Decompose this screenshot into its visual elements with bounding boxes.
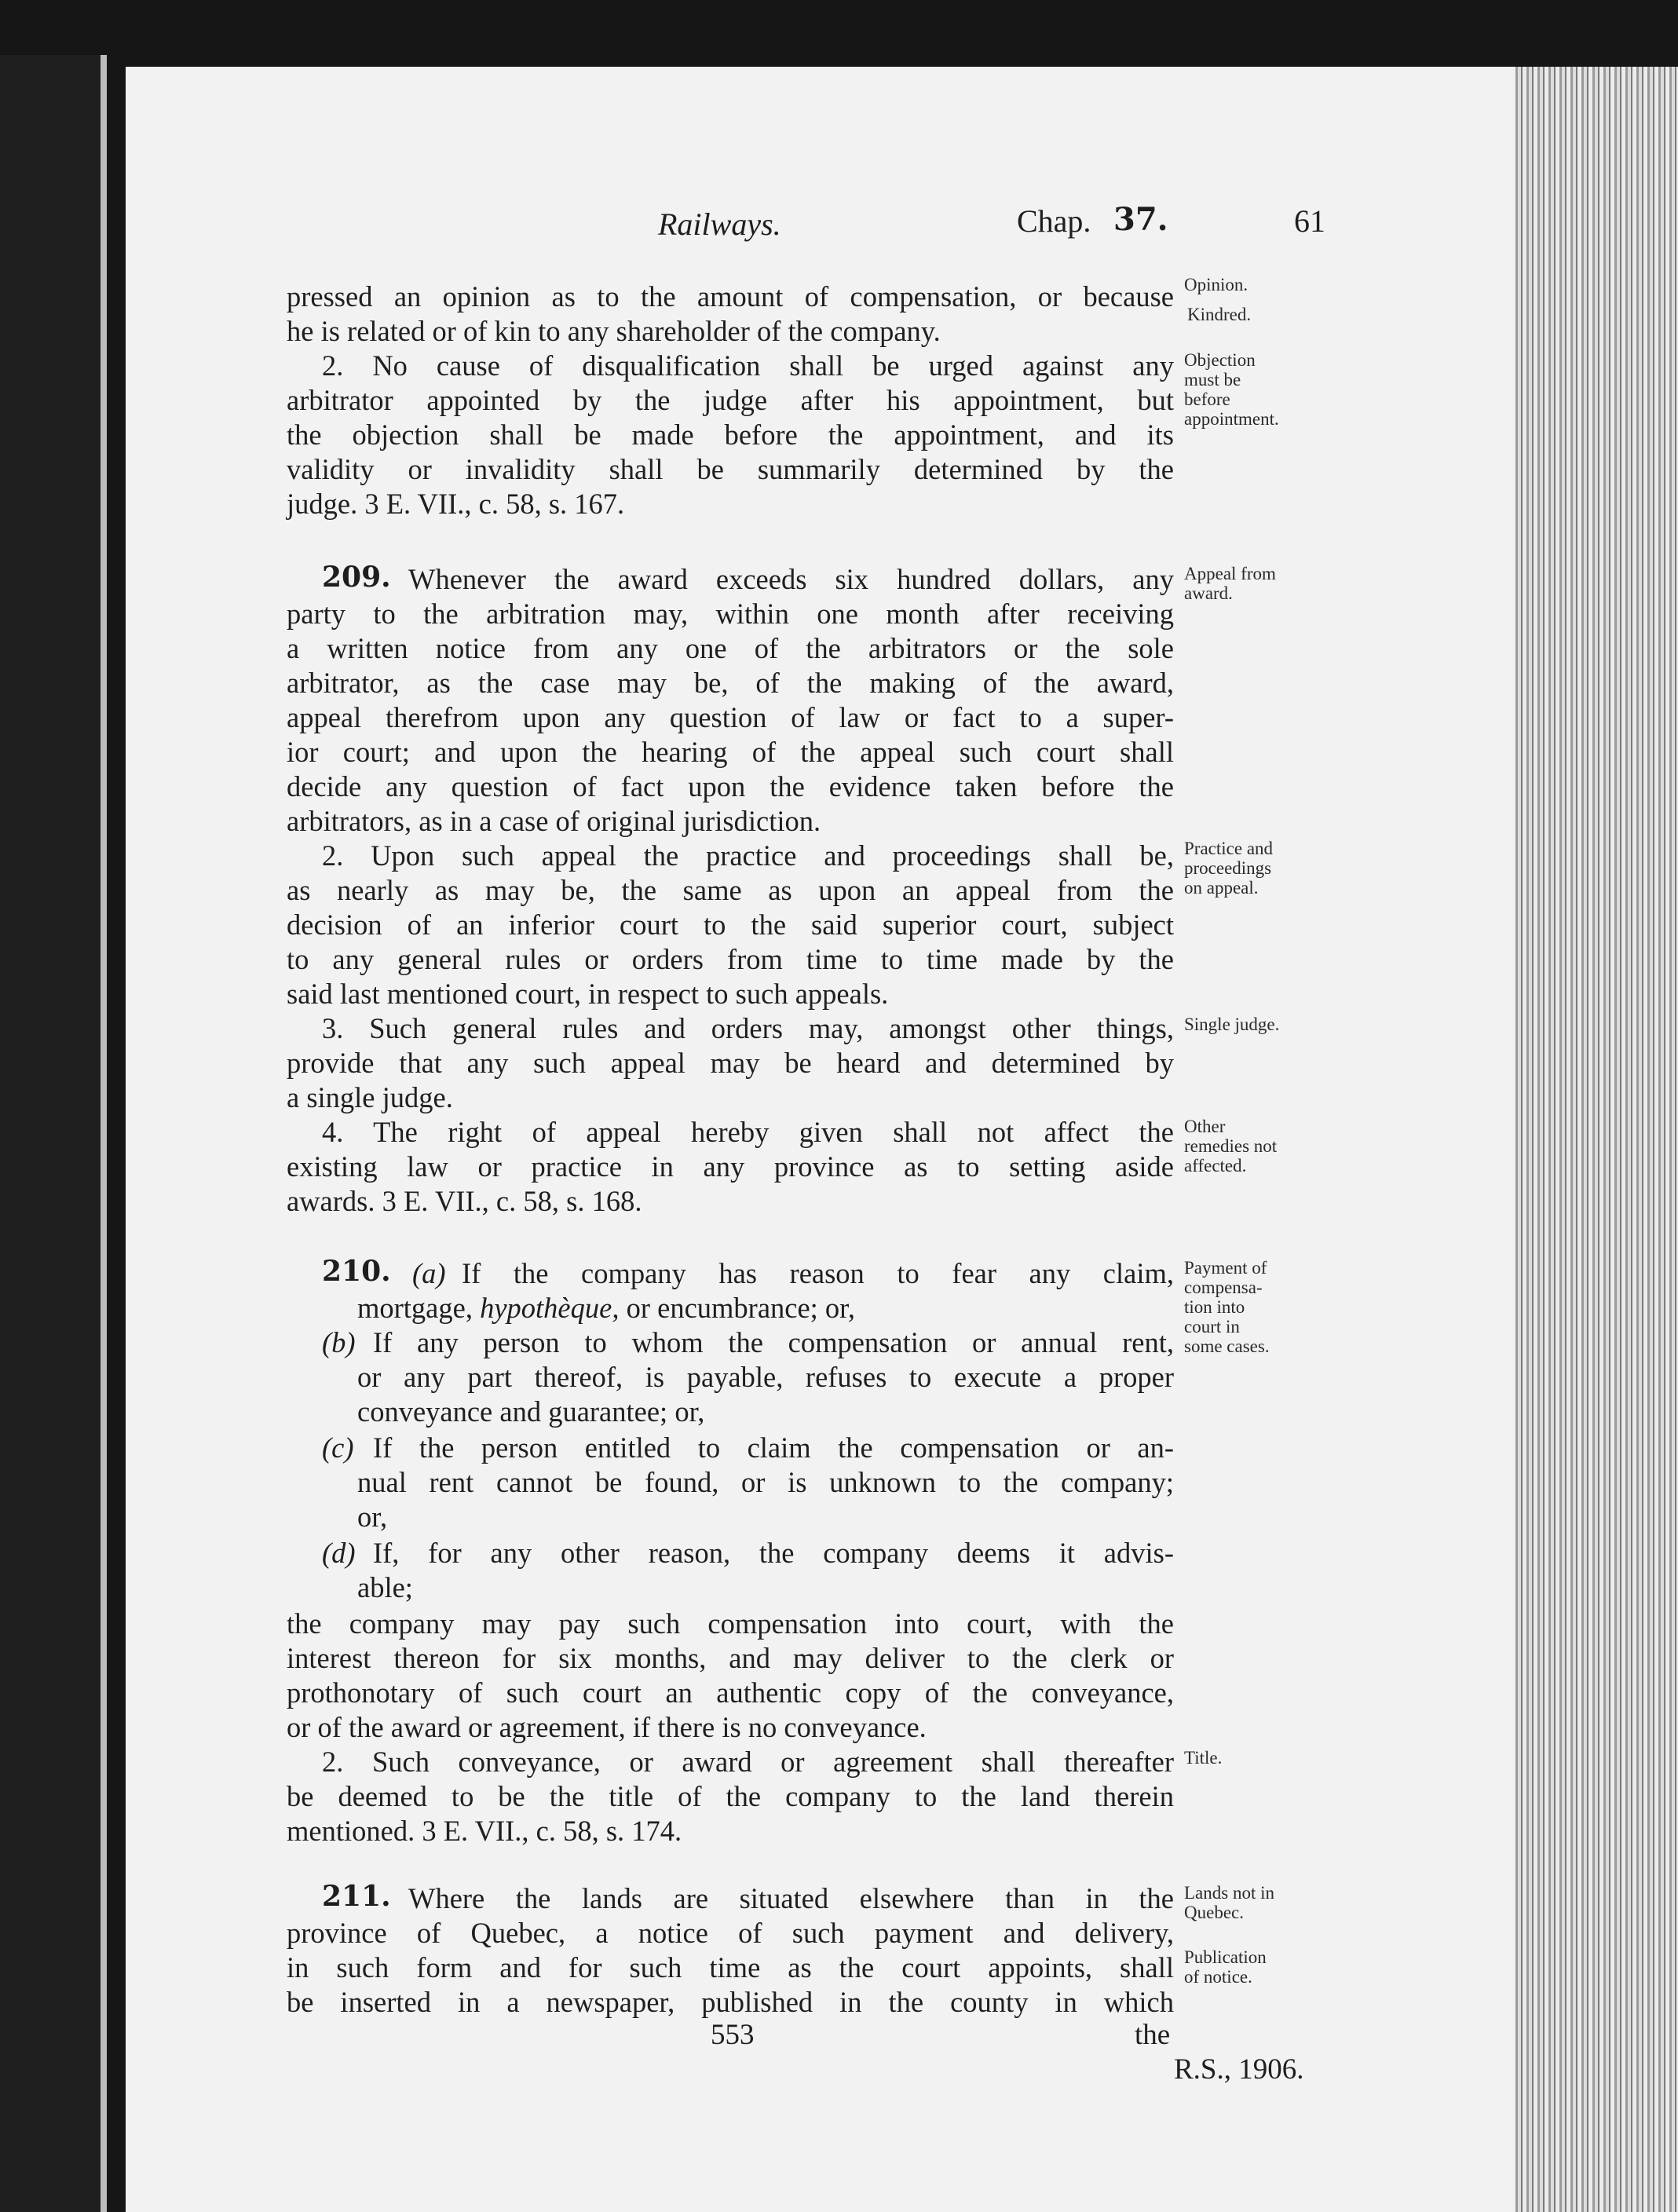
text-line: If the company has reason to fear any claim, — [462, 1257, 1174, 1289]
text-line: ior court; and upon the hearing of the appeal such court shall — [287, 736, 1174, 768]
text-line: awards. 3 E. VII., c. 58, s. 168. — [287, 1185, 642, 1217]
text-line: interest thereon for six months, and may deliver to the clerk or — [287, 1642, 1174, 1674]
page-stack-edge — [1515, 67, 1678, 2212]
text-line: or, — [357, 1501, 388, 1533]
margin-note: Title. — [1184, 1748, 1223, 1768]
edition-note: R.S., 1906. — [1174, 2053, 1304, 2086]
margin-note: Practice and proceedings on appeal. — [1184, 839, 1274, 898]
text-line: mortgage, hypothèque, or encumbrance; or, — [357, 1292, 856, 1324]
footer-page-number: 553 — [711, 2019, 755, 2051]
left-page-shadow — [0, 55, 106, 2212]
text-line: the company may pay such compensation into court, with the — [287, 1607, 1174, 1640]
margin-note: Lands not in Quebec. — [1184, 1883, 1274, 1922]
clause-label: (d) — [322, 1537, 356, 1569]
text-line: Whenever the award exceeds six hundred dollars, any — [408, 563, 1174, 595]
margin-note: Payment of compensa- tion into court in some cases. — [1184, 1258, 1270, 1356]
margin-note: Opinion. — [1184, 275, 1248, 294]
catchword: the — [1135, 2019, 1171, 2051]
text-line: as nearly as may be, the same as upon an appeal from the — [287, 874, 1174, 906]
text-line: said last mentioned court, in respect to such appeals. — [287, 978, 889, 1010]
text-line: arbitrator, as the case may be, of the making of the award, — [287, 667, 1174, 699]
text-line: arbitrators, as in a case of original jurisdiction. — [287, 805, 821, 837]
text-line: If, for any other reason, the company deems it advis- — [373, 1537, 1174, 1569]
text-line: appeal therefrom upon any question of law or fact to a super- — [287, 701, 1174, 733]
margin-note: Objection must be before appointment. — [1184, 350, 1279, 429]
text-line: be inserted in a newspaper, published in the county in which — [287, 1986, 1174, 2018]
text-line: judge. 3 E. VII., c. 58, s. 167. — [287, 488, 625, 520]
text-line: decide any question of fact upon the evidence taken before the — [287, 770, 1174, 803]
text-line: party to the arbitration may, within one month after receiving — [287, 598, 1174, 630]
left-page-edge — [101, 55, 107, 2212]
text-line: pressed an opinion as to the amount of compensation, or because — [287, 280, 1174, 313]
text-line: nual rent cannot be found, or is unknown to the company; — [357, 1466, 1174, 1498]
text-line: the objection shall be made before the appointment, and its — [287, 419, 1174, 451]
margin-note: Other remedies not affected. — [1184, 1117, 1278, 1175]
text-line: Where the lands are situated elsewhere than in the — [408, 1882, 1174, 1914]
margin-note: Single judge. — [1184, 1015, 1280, 1034]
text-line: validity or invalidity shall be summarily determined by the — [287, 453, 1174, 485]
text-line: in such form and for such time as the court appoints, shall — [287, 1951, 1174, 1983]
text-line: conveyance and guarantee; or, — [357, 1395, 705, 1428]
text-line: he is related or of kin to any shareholder of the company. — [287, 315, 941, 347]
margin-note: Publication of notice. — [1184, 1947, 1267, 1987]
margin-note: Kindred. — [1187, 305, 1252, 324]
text-line: existing law or practice in any province as to setting aside — [287, 1150, 1174, 1183]
text-line: a written notice from any one of the arbitrators or the sole — [287, 632, 1174, 664]
text-line: be deemed to be the title of the company to the land therein — [287, 1780, 1174, 1812]
text-line: or any part thereof, is payable, refuses to execute a proper — [357, 1361, 1174, 1393]
chapter-label: Chap. — [1017, 203, 1091, 239]
clause-label: (a) — [412, 1257, 446, 1289]
text-line: 2. No cause of disqualification shall be urged against any — [322, 349, 1174, 382]
section-number: 211. — [322, 1880, 391, 1913]
page-number: 61 — [1294, 203, 1325, 239]
running-title: Railways. — [658, 207, 781, 242]
text-line: 2. Such conveyance, or award or agreement shall thereafter — [322, 1746, 1174, 1778]
text-line: able; — [357, 1571, 413, 1603]
text-line: or of the award or agreement, if there is no conveyance. — [287, 1711, 927, 1743]
margin-note: Appeal from award. — [1184, 564, 1276, 603]
text-line: If the person entitled to claim the compensation or an- — [373, 1431, 1174, 1464]
clause-label: (b) — [322, 1326, 356, 1358]
text-line: decision of an inferior court to the said superior court, subject — [287, 909, 1174, 941]
text-line: 3. Such general rules and orders may, amongst other things, — [322, 1012, 1174, 1044]
chapter-number: 37. — [1113, 201, 1168, 238]
text-line: If any person to whom the compensation or annual rent, — [373, 1326, 1174, 1358]
text-line: a single judge. — [287, 1081, 453, 1113]
text-line: 2. Upon such appeal the practice and proceedings shall be, — [322, 839, 1174, 872]
clause-label: (c) — [322, 1431, 354, 1464]
text-line: province of Quebec, a notice of such payment and delivery, — [287, 1917, 1174, 1949]
text-line: mentioned. 3 E. VII., c. 58, s. 174. — [287, 1815, 682, 1847]
section-number: 210. — [322, 1255, 391, 1288]
text-line: provide that any such appeal may be heard and determined by — [287, 1047, 1174, 1079]
text-line: prothonotary of such court an authentic copy of the conveyance, — [287, 1676, 1174, 1709]
text-line: arbitrator appointed by the judge after his appointment, but — [287, 384, 1174, 416]
text-line: 4. The right of appeal hereby given shall not affect the — [322, 1116, 1174, 1148]
text-line: to any general rules or orders from time to time made by the — [287, 943, 1174, 975]
section-number: 209. — [322, 561, 391, 594]
